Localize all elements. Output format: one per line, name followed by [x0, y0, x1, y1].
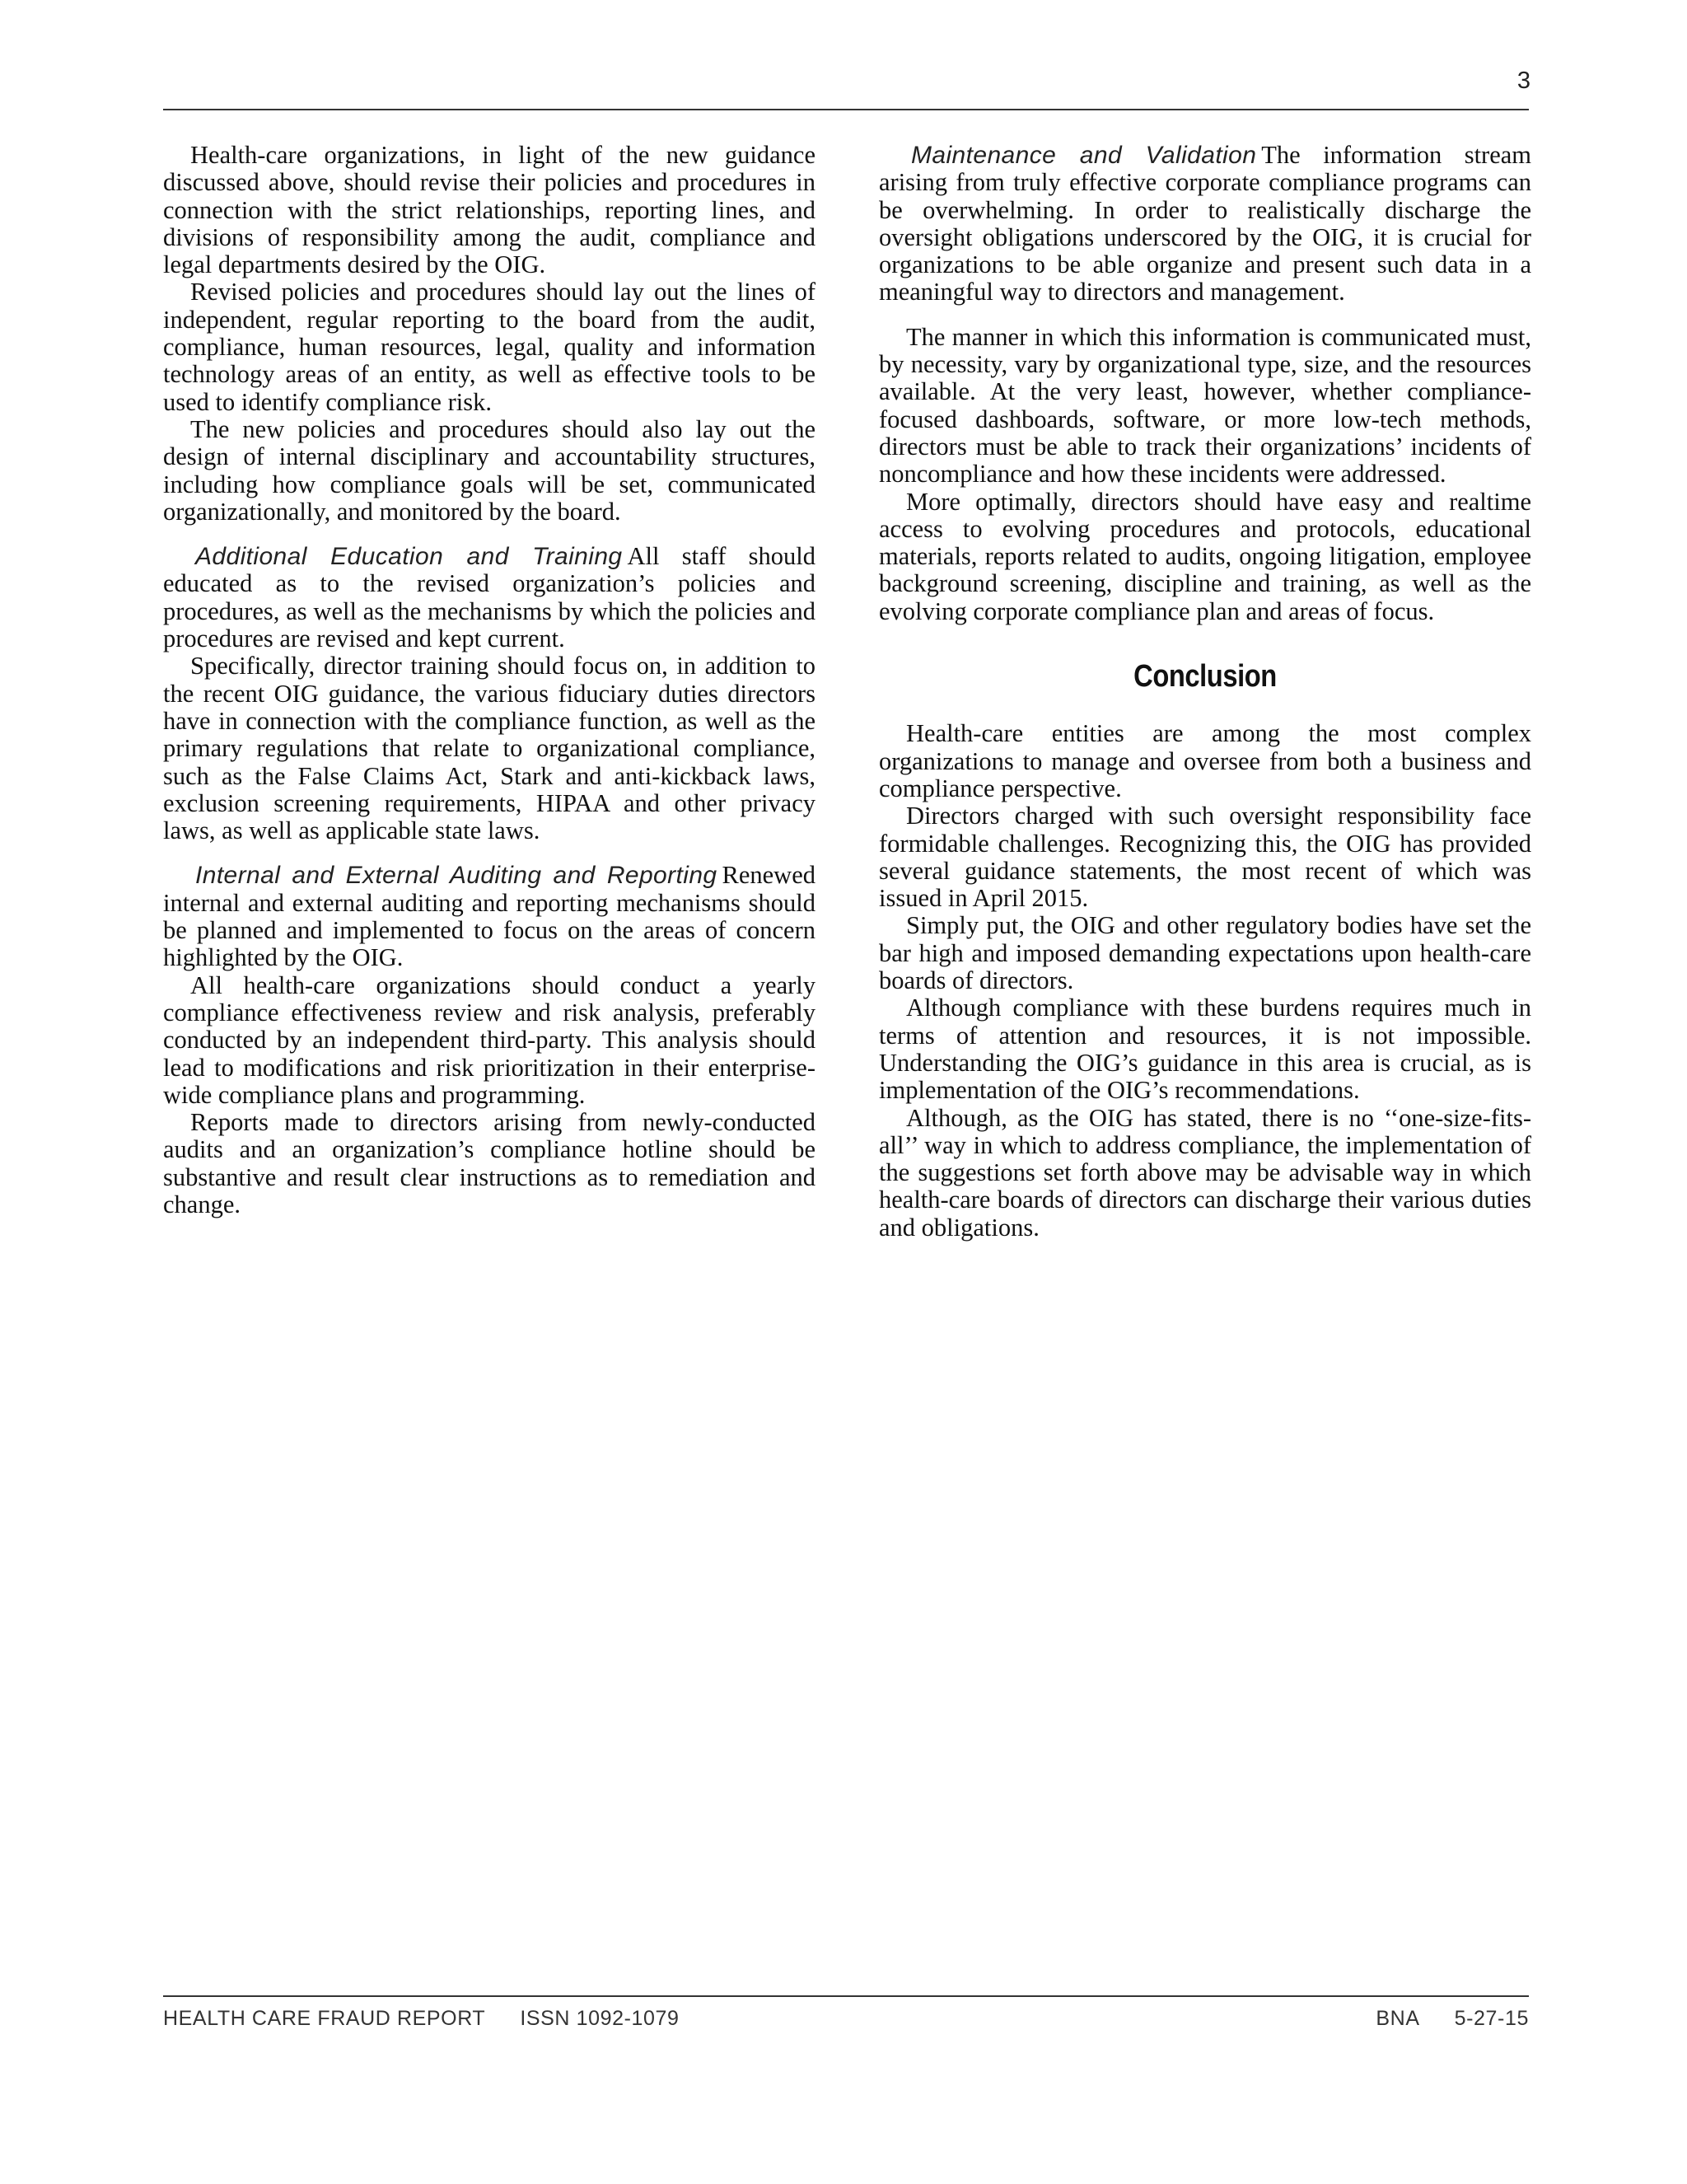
footer-right [1376, 2007, 1529, 2031]
run-in-heading-maintenance: Maintenance and Validation [911, 142, 1257, 169]
paragraph: All health-care organizations should conduct a yearly compliance effectiveness review and risk analysis, preferably conducted by an independent third-party. This analysis should lead to modifications and risk prioritization in their enterprise-wide compliance plans and programming. [163, 970, 815, 1109]
footer-rule [163, 1995, 1529, 1997]
publication-name: HEALTH CARE FRAUD REPORT [163, 2007, 486, 2030]
paragraph-maintenance [879, 142, 1531, 306]
paragraph: The manner in which this information is communicated must, by necessity, vary by organizational type, size, and the resources available. At the very least, however, whether compliance-focused dashboards, software, or more low-tech methods, directors must be able to track their organizations’ incidents of noncompliance and how these incidents were addressed. [879, 322, 1531, 489]
paragraph: Specifically, director training should focus on, in addition to the recent OIG guidance, the various fiduciary duties directors have in connection with the compliance function, as well as the primary regulations that relate to organizational compliance, such as the False Claims Act, Stark and anti-kickback laws, exclusion screening requirements, HIPAA and other privacy laws, as well as applicable state laws. [163, 652, 815, 845]
publisher: BNA [1376, 2007, 1420, 2030]
paragraph: Health-care organizations, in light of the new guidance discussed above, should revise their policies and procedures in connection with the strict relationships, reporting lines, and divisions of responsibility among the audit, compliance and legal departments desired by the OIG. [163, 141, 815, 279]
paragraph: The new policies and procedures should also lay out the design of internal disciplinary and accountability structures, including how compliance goals will be set, communicated organizationally, and monitored by the board. [163, 414, 815, 526]
paragraph: Health-care entities are among the most complex organizations to manage and oversee from both a business and compliance perspective. [879, 719, 1531, 802]
paragraph: Reports made to directors arising from newly-conducted audits and an organization’s compliance hotline should be substantive and result clear instructions as to remediation and change. [163, 1108, 815, 1218]
paragraph: Although, as the OIG has stated, there is no ‘‘one-size-fits-all’’ way in which to address compliance, the implementation of the suggestions set forth above may be advisable way in which health-care boards of directors can discharge their various duties and obligations. [879, 1103, 1531, 1242]
run-in-heading-education: Additional Education and Training [195, 543, 623, 571]
conclusion-heading: Conclusion [1133, 659, 1277, 694]
issue-date: 5-27-15 [1454, 2007, 1529, 2030]
paragraph: More optimally, directors should have easy and realtime access to evolving procedures and protocols, educational materials, reports related to audits, ongoing litigation, employee background screening, discipline and training, as well as the evolving corporate compliance plan and areas of focus. [879, 487, 1531, 625]
paragraph-auditing [163, 862, 815, 971]
header-rule [163, 109, 1529, 110]
paragraph: Directors charged with such oversight responsibility face formidable challenges. Recognizing this, the OIG has provided several guidance statements, the most recent of which was issued in April 2015. [879, 802, 1531, 913]
paragraph: Although compliance with these burdens requires much in terms of attention and resources, it is not impossible. Understanding the OIG’s guidance in this area is crucial, as is implementation of the OIG’s recommendations. [879, 994, 1531, 1105]
paragraph-text: The information stream arising from truly effective corporate compliance programs can be overwhelming. In order to realistically discharge the oversight obligations underscored by the OIG, it is crucial for organizations to be able organize and present such data in a meaningful way to directors and management. [879, 141, 1531, 306]
issn: ISSN 1092-1079 [520, 2007, 680, 2030]
footer-left [163, 2007, 680, 2031]
run-in-heading-auditing: Internal and External Auditing and Reporting [195, 862, 717, 890]
right-column [879, 142, 1531, 1242]
paragraph-text: All staff should educated as to the revised organization’s policies and procedures, as well as the mechanisms by which the policies and procedures are revised and kept current. [163, 542, 815, 653]
paragraph: Revised policies and procedures should lay out the lines of independent, regular reporting to the board from the audit, compliance, human resources, legal, quality and information technology areas of an entity, as well as effective tools to be used to identify compliance risk. [163, 278, 815, 416]
left-column [163, 142, 815, 1218]
paragraph-education [163, 543, 815, 652]
paragraph: Simply put, the OIG and other regulatory bodies have set the bar high and imposed demanding expectations upon health-care boards of directors. [879, 911, 1531, 995]
paragraph-text: Renewed internal and external auditing and reporting mechanisms should be planned and implemented to focus on the areas of concern highlighted by the OIG. [163, 861, 815, 972]
page-number: 3 [1516, 68, 1530, 94]
